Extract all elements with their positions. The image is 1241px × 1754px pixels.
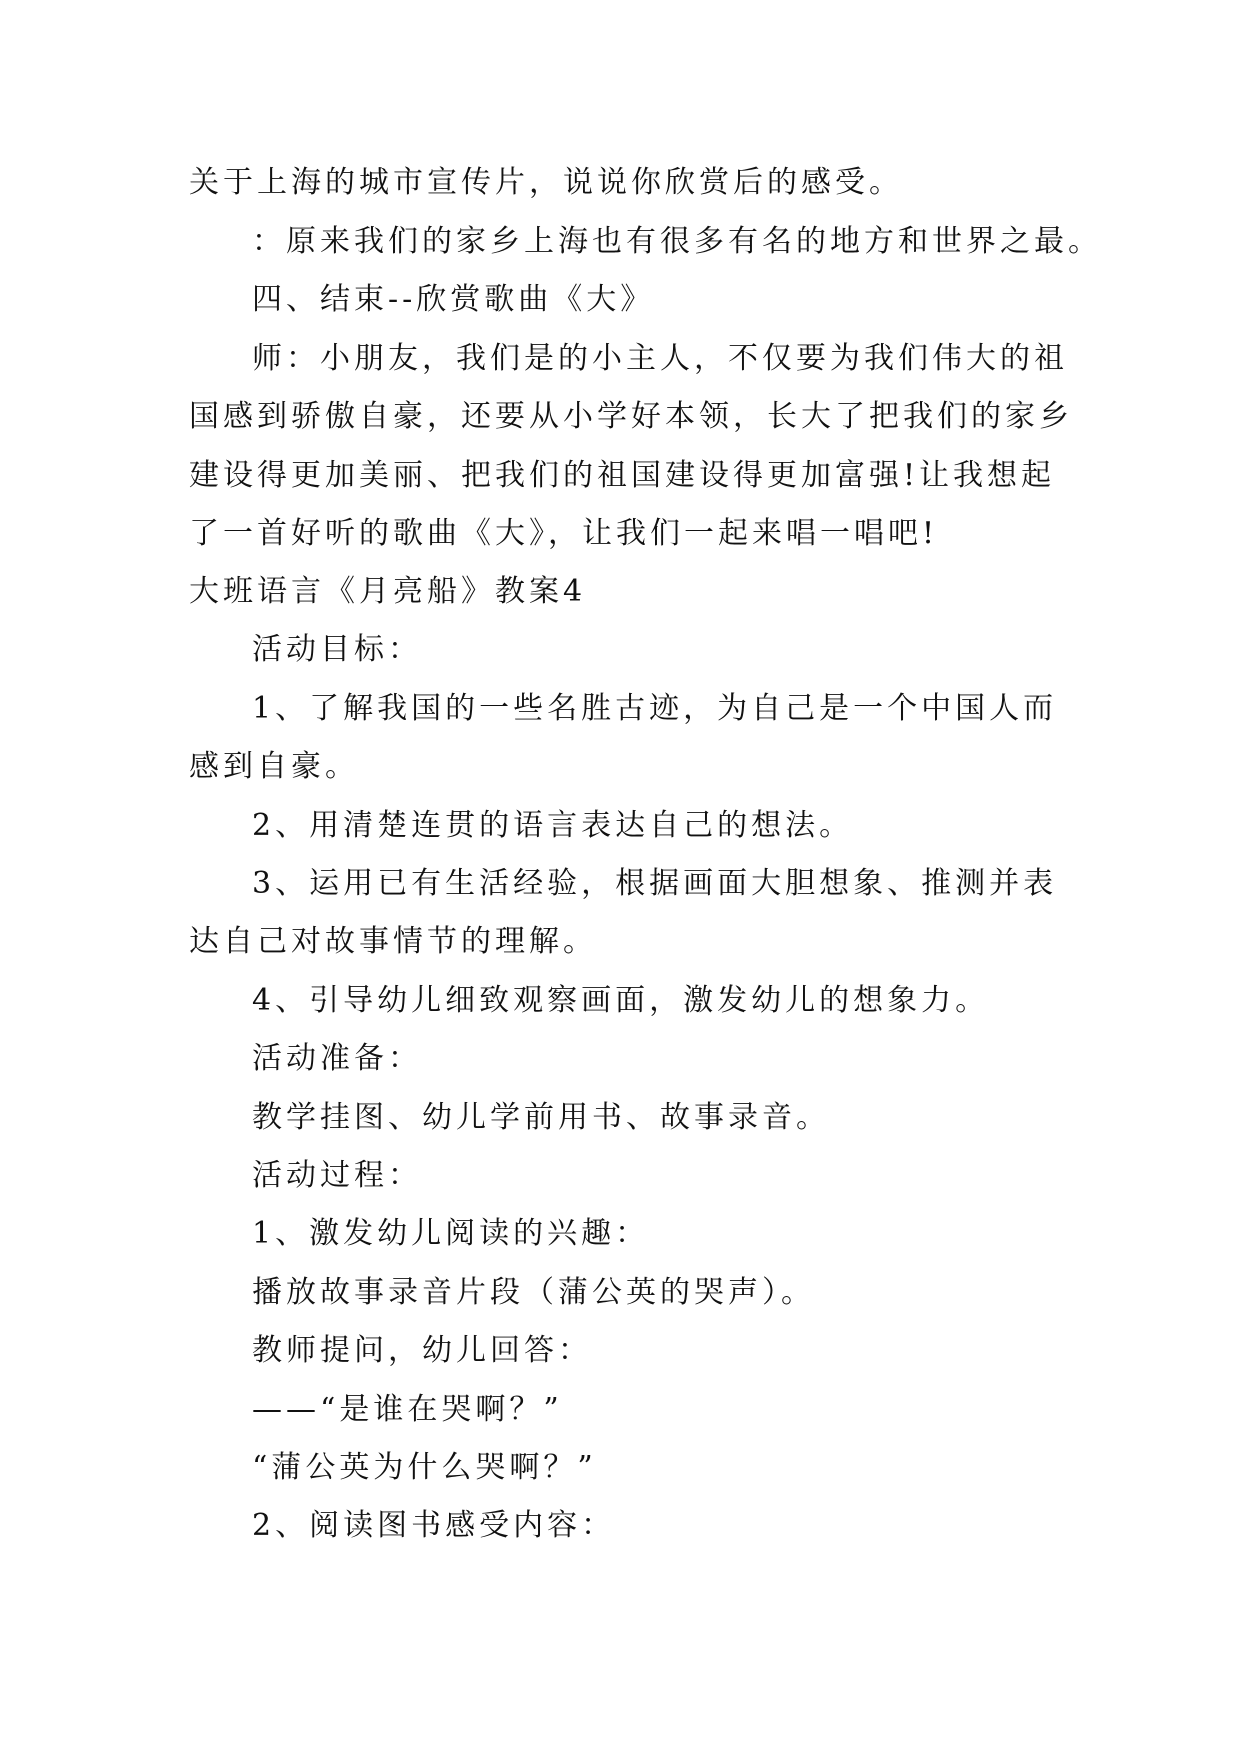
paragraph-line: 播放故事录音片段（蒲公英的哭声）。 — [252, 1275, 815, 1310]
paragraph-line: 师：小朋友，我们是的小主人，不仅要为我们伟大的祖 — [252, 341, 1068, 376]
paragraph-line: 建设得更加美丽、把我们的祖国建设得更加富强!让我想起 — [189, 458, 1056, 493]
document-title: 大班语言《月亮船》教案4 — [189, 574, 587, 609]
dialogue-line: ——“是谁在哭啊？” — [252, 1392, 563, 1427]
section-heading: 活动目标： — [252, 632, 422, 667]
paragraph-line: 教师提问，幼儿回答： — [252, 1333, 592, 1368]
paragraph-line: 关于上海的城市宣传片，说说你欣赏后的感受。 — [189, 165, 903, 200]
section-heading: 活动准备： — [252, 1041, 422, 1076]
list-item: 1、了解我国的一些名胜古迹，为自己是一个中国人而 — [252, 691, 1058, 726]
list-item: 2、用清楚连贯的语言表达自己的想法。 — [252, 808, 854, 843]
paragraph-line: 教学挂图、幼儿学前用书、故事录音。 — [252, 1100, 830, 1135]
dialogue-line: “蒲公英为什么哭啊？” — [252, 1450, 597, 1485]
paragraph-line: 了一首好听的歌曲《大》，让我们一起来唱一唱吧! — [189, 516, 939, 551]
list-item: 3、运用已有生活经验，根据画面大胆想象、推测并表 — [252, 866, 1058, 901]
list-item: 4、引导幼儿细致观察画面，激发幼儿的想象力。 — [252, 983, 990, 1018]
section-heading: 四、结束--欣赏歌曲《大》 — [252, 282, 655, 317]
section-heading: 活动过程： — [252, 1158, 422, 1193]
list-item-continuation: 达自己对故事情节的理解。 — [189, 924, 597, 959]
paragraph-line: 国感到骄傲自豪，还要从小学好本领，长大了把我们的家乡 — [189, 399, 1073, 434]
list-item-continuation: 感到自豪。 — [189, 749, 359, 784]
list-item: 1、激发幼儿阅读的兴趣： — [252, 1216, 650, 1251]
list-item: 2、阅读图书感受内容： — [252, 1508, 616, 1543]
paragraph-line: ：原来我们的家乡上海也有很多有名的地方和世界之最。 — [252, 224, 1102, 259]
